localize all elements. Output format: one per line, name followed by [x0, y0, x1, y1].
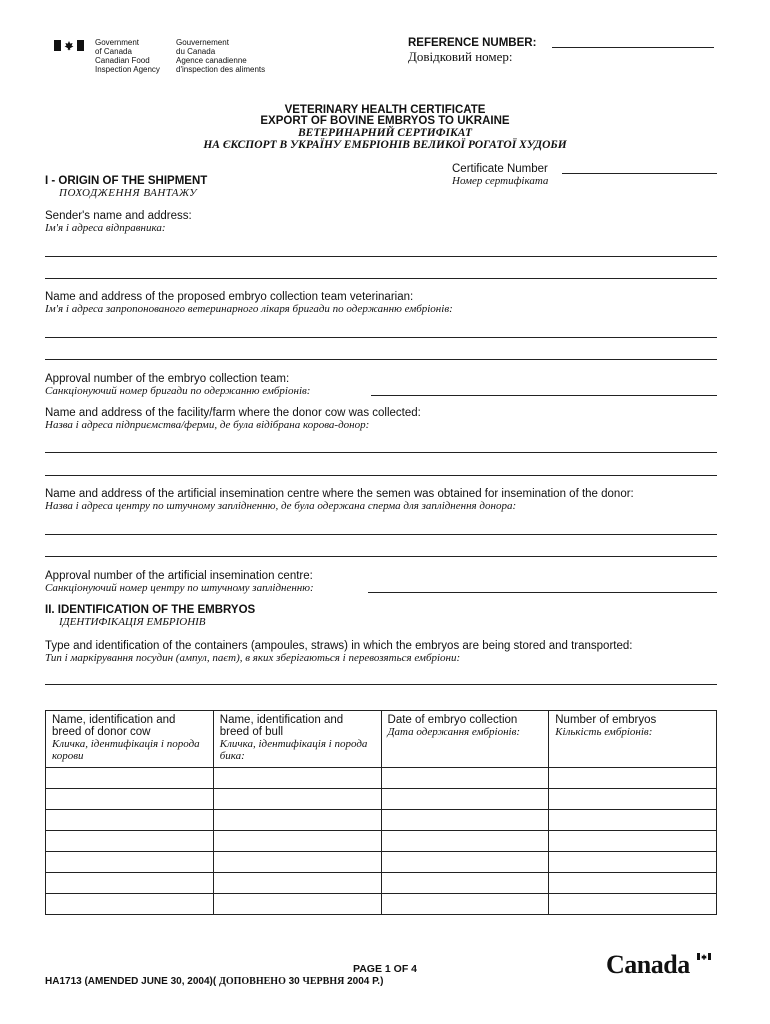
gov-canada-fr: [176, 38, 229, 56]
table-cell[interactable]: [213, 873, 381, 894]
approval-team-label: Approval number of the embryo collection team:: [45, 373, 290, 385]
certificate-number-label: Certificate Number: [452, 163, 548, 175]
table-cell[interactable]: [46, 852, 214, 873]
sender-label-uk: Ім'я і адреса відправника:: [45, 222, 166, 234]
form-date-uk: 30: [288, 976, 300, 987]
canada-flag-icon: [54, 40, 84, 51]
table-cell[interactable]: [213, 810, 381, 831]
ai-centre-line-2[interactable]: [45, 556, 717, 557]
sender-label: Sender's name and address:: [45, 210, 192, 222]
table-row: [46, 894, 717, 915]
table-header-row: [46, 711, 717, 768]
table-cell[interactable]: [46, 831, 214, 852]
vet-label-uk: Ім'я і адреса запропонованого ветеринарного лікаря бригади по одержанню ембріонів:: [45, 303, 453, 315]
table-cell[interactable]: [549, 768, 717, 789]
column-header-uk: Кличка, ідентифікація і порода корови: [52, 738, 200, 762]
table-cell[interactable]: [381, 768, 549, 789]
approval-ai-field[interactable]: [368, 592, 717, 593]
table-cell[interactable]: [549, 894, 717, 915]
column-header-en: Name, identification and breed of bull: [219, 714, 344, 738]
facility-label: Name and address of the facility/farm where the donor cow was collected:: [45, 407, 421, 419]
title-line4: НА ЄКСПОРТ В УКРАЇНУ ЕМБРІОНІВ ВЕЛИКОЇ РОГАТОЇ ХУДОБИ: [203, 139, 567, 151]
cfia-fr-line2: d'inspection des aliments: [176, 65, 266, 74]
title-line3: ВЕТЕРИНАРНИЙ СЕРТИФІКАТ: [298, 127, 472, 139]
table-cell[interactable]: [381, 873, 549, 894]
table-row: [46, 831, 717, 852]
column-header-en: Name, identification and breed of donor cow: [52, 714, 176, 738]
form-id-uk: ДОПОВНЕНО: [218, 976, 286, 987]
page-number: PAGE 1 OF 4: [353, 963, 417, 975]
form-id: [45, 976, 383, 987]
cfia-fr: [176, 56, 265, 74]
gov-canada-en: [95, 38, 139, 56]
form-id-en: HA1713 (AMENDED JUNE 30, 2004)(: [45, 976, 217, 987]
facility-line-1[interactable]: [45, 452, 717, 453]
column-header-uk: Кількість ембріонів:: [555, 726, 653, 738]
certificate-number-label-uk: Номер сертифіката: [452, 175, 549, 187]
table-cell[interactable]: [381, 894, 549, 915]
table-cell[interactable]: [46, 768, 214, 789]
column-header-uk: Дата одержання ембріонів:: [387, 726, 521, 738]
reference-label: REFERENCE NUMBER:: [408, 37, 537, 49]
cfia-en-line2: Inspection Agency: [95, 65, 160, 74]
table-cell[interactable]: [549, 873, 717, 894]
facility-line-2[interactable]: [45, 475, 717, 476]
ai-centre-label: Name and address of the artificial insemination centre where the semen was obtained for insemination of the donor:: [45, 488, 634, 500]
table-cell[interactable]: [549, 852, 717, 873]
table-row: [46, 768, 717, 789]
ai-centre-line-1[interactable]: [45, 534, 717, 535]
containers-line[interactable]: [45, 684, 717, 685]
vet-line-2[interactable]: [45, 359, 717, 360]
title-line1: VETERINARY HEALTH CERTIFICATE: [284, 104, 486, 116]
table-cell[interactable]: [381, 831, 549, 852]
section2-title-uk: ІДЕНТИФІКАЦІЯ ЕМБРІОНІВ: [59, 616, 206, 628]
column-header-embryo-count: [549, 711, 717, 768]
column-header-uk: Кличка, ідентифікація і порода бика:: [219, 738, 368, 762]
containers-label-uk: Тип і маркірування посудин (ампул, паєт), в яких зберігаються і перевозяться ембріони:: [45, 652, 461, 664]
gov-fr-line2: du Canada: [176, 47, 216, 56]
containers-label: Type and identification of the containers (ampoules, straws) in which the embryos are being stored and transported:: [45, 640, 633, 652]
gov-en-line1: Government: [95, 38, 140, 47]
sender-line-1[interactable]: [45, 256, 717, 257]
approval-ai-label-uk: Санкціонуючий номер центру по штучному заплідненню:: [45, 582, 314, 594]
canada-wordmark: Canada: [606, 950, 690, 979]
table-cell[interactable]: [381, 810, 549, 831]
gov-en-line2: of Canada: [95, 47, 132, 56]
table-cell[interactable]: [213, 768, 381, 789]
sender-line-2[interactable]: [45, 278, 717, 279]
column-header-en: Number of embryos: [555, 714, 657, 726]
approval-ai-label: Approval number of the artificial insemination centre:: [45, 570, 313, 582]
table-cell[interactable]: [381, 789, 549, 810]
column-header-bull: [213, 711, 381, 768]
table-row: [46, 873, 717, 894]
table-cell[interactable]: [549, 810, 717, 831]
table-row: [46, 810, 717, 831]
table-cell[interactable]: [549, 831, 717, 852]
section1-title: I - ORIGIN OF THE SHIPMENT: [45, 175, 208, 187]
form-year-uk: 2004 Р.): [347, 976, 384, 987]
cfia-en-line1: Canadian Food: [95, 56, 150, 65]
table-cell[interactable]: [381, 852, 549, 873]
form-month-uk: ЧЕРВНЯ: [302, 976, 345, 987]
column-header-collection-date: [381, 711, 549, 768]
table-cell[interactable]: [46, 789, 214, 810]
gov-fr-line1: Gouvernement: [176, 38, 229, 47]
ai-centre-label-uk: Назва і адреса центру по штучному заплідненню, де була одержана сперма для запліднення донора:: [45, 500, 517, 512]
approval-team-field[interactable]: [371, 395, 717, 396]
table-row: [46, 852, 717, 873]
table-cell[interactable]: [46, 873, 214, 894]
facility-label-uk: Назва і адреса підприємства/ферми, де була відібрана корова-донор:: [45, 419, 370, 431]
embryo-table: [45, 710, 717, 915]
approval-team-label-uk: Санкціонуючий номер бригади по одержанню ембріонів:: [45, 385, 311, 397]
vet-line-1[interactable]: [45, 337, 717, 338]
vet-label: Name and address of the proposed embryo collection team veterinarian:: [45, 291, 414, 303]
table-row: [46, 789, 717, 810]
reference-label-uk: Довідковий номер:: [408, 49, 513, 64]
column-header-en: Date of embryo collection: [387, 714, 518, 726]
wordmark-flag-icon: [697, 953, 711, 960]
cfia-en: [95, 56, 160, 74]
column-header-donor-cow: [46, 711, 214, 768]
section2-title: II. IDENTIFICATION OF THE EMBRYOS: [45, 604, 256, 616]
table-cell[interactable]: [213, 852, 381, 873]
table-cell[interactable]: [213, 894, 381, 915]
reference-number-field[interactable]: [552, 47, 714, 48]
table-cell[interactable]: [46, 810, 214, 831]
cfia-fr-line1: Agence canadienne: [176, 56, 247, 65]
table-cell[interactable]: [213, 831, 381, 852]
table-cell[interactable]: [46, 894, 214, 915]
title-line2: EXPORT OF BOVINE EMBRYOS TO UKRAINE: [260, 115, 510, 127]
section1-title-uk: ПОХОДЖЕННЯ ВАНТАЖУ: [59, 187, 198, 199]
table-cell[interactable]: [213, 789, 381, 810]
certificate-number-field[interactable]: [562, 173, 717, 174]
table-cell[interactable]: [549, 789, 717, 810]
